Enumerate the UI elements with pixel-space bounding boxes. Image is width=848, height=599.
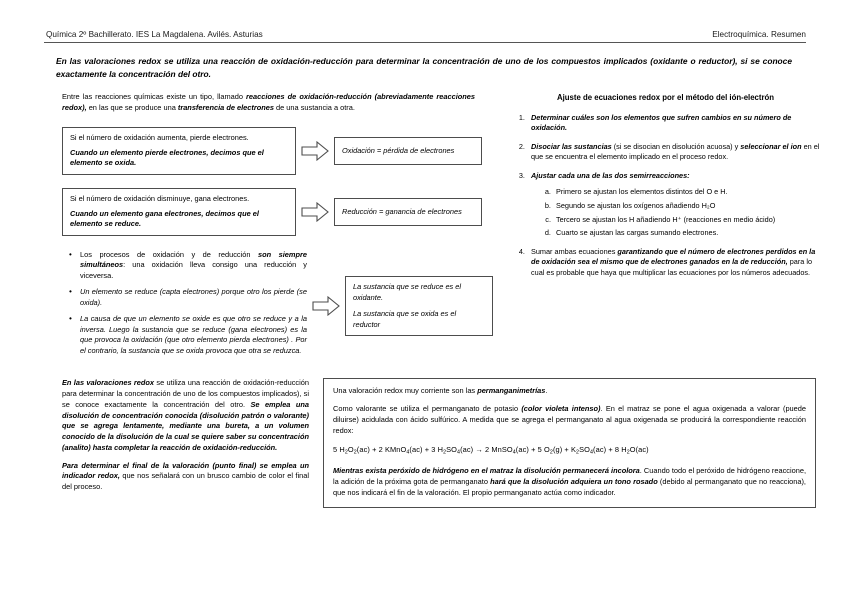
perm-p2-bold: (color violeta intenso) bbox=[521, 404, 601, 414]
step-2-bold-1: Disociar las sustancias bbox=[531, 141, 612, 151]
list-item bbox=[527, 171, 820, 239]
list-item: • Un elemento se reduce (capta electrones) porque otro los pierde (se oxida). bbox=[73, 287, 307, 308]
perm-p1-bold: permanganimetrías bbox=[477, 386, 546, 396]
block-arrow-right-icon bbox=[301, 201, 329, 223]
permanganimetrias-box bbox=[323, 378, 816, 507]
ion-electron-method-title: Ajuste de ecuaciones redox por el método del ión-electrón bbox=[556, 93, 775, 103]
intro-paragraph: En las valoraciones redox se utiliza una reacción de oxidación-reducción para determinar la concentración de uno de los compuestos implicados (oxidante o reductor), si se conoce exactamente la concentración del otro. bbox=[56, 56, 792, 79]
reduction-premise-box bbox=[62, 188, 296, 236]
left-column bbox=[28, 92, 493, 362]
permanganimetrias-paragraph-3 bbox=[333, 466, 806, 498]
valoraciones-p1-bold-2: Se emplea una disolución de concentración conocida (disolución patrón o valorante) que se agrega lentamente, mediante una bureta, a un volumen conocido de la disolución de la cual se quiere saber su concentración (analito) hasta completar la reacción de oxidación-reducción. bbox=[62, 399, 309, 452]
right-column bbox=[493, 92, 820, 362]
list-item: • La causa de que un elemento se oxide es que otro se reduce y a la inversa. Luego la sustancia que se reduce (gana electrones) es la que provoca la oxidación (que otro elemento pierda electrones) . Por el contrario, la sustancia que se oxida provoca que otra se reduzca. bbox=[73, 314, 307, 356]
bullets-row bbox=[62, 250, 493, 363]
oxidant-definition-text: La sustancia que se reduce es el oxidante. bbox=[353, 282, 462, 302]
oxidation-premise-plain: Si el número de oxidación aumenta, pierde electrones. bbox=[70, 132, 249, 142]
valoraciones-p1-plain: se utiliza una reacción de oxidación-reducción para determinar la concentración de uno de los compuestos implicados), si se conoce exactamente la concentración del otro. bbox=[62, 378, 309, 409]
step-1-bold: Determinar cuáles son los elementos que sufren cambios en su número de oxidación. bbox=[531, 112, 792, 133]
perm-p3-bold-1: Mientras exista peróxido de hidrógeno en el matraz la disolución permanecerá incolora bbox=[333, 466, 640, 476]
perm-p3-plain-1: . Cuando todo el peróxido de hidrógeno reaccione, la adición de la próxima gota de permanganato bbox=[333, 466, 806, 487]
perm-p2-plain-2: . En el matraz se pone el agua oxigenada a valorar (puede diluirse) acidulada con ácido sulfúrico. A medida que se agrega el permanganato al agua oxigenada se producirá la correspondiente reacción redox: bbox=[333, 404, 806, 435]
step-2-plain-1: (si se disocian en disolución acuosa) y bbox=[611, 141, 741, 151]
oxidation-result-text: Oxidación = pérdida de electrones bbox=[342, 145, 455, 155]
block-arrow-right-icon bbox=[301, 140, 329, 162]
perm-p3-plain-2: (debido al permanganato que no reacciona), que nos indicará el fin de la valoración. El propio permanganato actúa como indicador. bbox=[333, 477, 806, 497]
bullet-1-bold: son siempre simultáneos bbox=[80, 249, 307, 270]
oxidant-reductant-box bbox=[345, 276, 493, 335]
step-4-bold: garantizando que el número de electrones perdidos en la de oxidación sea el mismo que de electrones ganados en la de reducción, bbox=[531, 246, 816, 267]
perm-p2-plain-1: Como valorante se utiliza el permanganato de potasio bbox=[333, 404, 522, 414]
list-item: b. Segundo se ajustan los oxígenos añadiendo H₂O bbox=[553, 201, 820, 212]
lead-bold-1: reacciones de oxidación-reducción (abreviadamente reacciones redox), bbox=[62, 92, 475, 112]
concepts-bullet-list bbox=[62, 250, 307, 363]
lead-paragraph bbox=[62, 92, 475, 113]
list-item bbox=[73, 250, 307, 282]
lead-text-1: Entre las reacciones químicas existe un tipo, llamado bbox=[62, 92, 247, 102]
oxidation-premise-emph: Cuando un elemento pierde electrones, decimos que el elemento se oxida. bbox=[70, 148, 264, 168]
valoraciones-p1-bold-1: En las valoraciones redox bbox=[62, 378, 155, 388]
reduction-result-box bbox=[334, 198, 482, 226]
valoraciones-p2-bold: Para determinar el final de la valoración (punto final) se emplea un indicador redox, bbox=[62, 460, 309, 481]
ion-electron-steps-list bbox=[501, 113, 820, 279]
oxidation-premise-box bbox=[62, 127, 296, 175]
semireaction-substeps-list bbox=[531, 187, 820, 238]
bullet-1-plain-2: : una oxidación lleva consigo una reducción y viceversa. bbox=[80, 260, 307, 280]
step-4-plain-1: Sumar ambas ecuaciones bbox=[531, 246, 618, 256]
header-divider bbox=[44, 42, 806, 43]
reductant-definition-text: La sustancia que se oxida es el reductor bbox=[353, 309, 457, 329]
list-item bbox=[527, 113, 820, 134]
perm-p1-end: . bbox=[545, 386, 548, 396]
permanganimetrias-paragraph-1 bbox=[333, 386, 806, 397]
definition-row-reduction bbox=[62, 188, 493, 236]
valoraciones-text-block bbox=[28, 378, 323, 507]
block-arrow-right-icon bbox=[312, 295, 340, 317]
list-item bbox=[527, 247, 820, 279]
reduction-premise-plain: Si el número de oxidación disminuye, gana electrones. bbox=[70, 193, 250, 203]
page-header bbox=[28, 30, 820, 39]
redox-equation: 5 $H_2O_2(ac) + 2$ KMnO$_4$(ac) + 3 $H_2SO_4(ac) \to 2$ MnSO$_4$(ac) + 5 $O_2(g) + K_2SO_4(ac) + 8$ $H_2O(ac)$ bbox=[333, 445, 649, 456]
bullet-1-plain-1: Los procesos de oxidación y de reducción bbox=[80, 249, 258, 259]
valoraciones-paragraph-2 bbox=[62, 461, 309, 493]
reduction-premise-emph: Cuando un elemento gana electrones, decimos que el elemento se reduce. bbox=[70, 209, 259, 229]
perm-p1-plain: Una valoración redox muy corriente son las bbox=[333, 386, 478, 396]
step-2-bold-2: seleccionar el ion bbox=[740, 141, 802, 151]
lead-text-3: de una sustancia a otra. bbox=[273, 102, 355, 112]
header-right-text: Electroquímica. Resumen bbox=[712, 30, 806, 39]
step-4-plain-2: para lo cual es probable que haya que multiplicar las ecuaciones por los números adecuados. bbox=[531, 257, 813, 277]
list-item: c. Tercero se ajustan los H añadiendo H⁺ (reacciones en medio ácido) bbox=[553, 215, 820, 226]
header-left-text: Química 2º Bachillerato. IES La Magdalena. Avilés. Asturias bbox=[46, 30, 263, 39]
lead-text-2: en las que se produce una bbox=[86, 102, 178, 112]
list-item: a. Primero se ajustan los elementos distintos del O e H. bbox=[553, 187, 820, 198]
main-columns bbox=[28, 92, 820, 362]
lead-bold-2: transferencia de electrones bbox=[177, 102, 274, 112]
oxidation-result-box bbox=[334, 137, 482, 165]
bottom-section bbox=[28, 378, 820, 507]
step-2-plain-2: en el que se encuentra el elemento implicado en el proceso redox. bbox=[531, 141, 820, 162]
perm-p3-bold-2: hará que la disolución adquiera un tono rosado bbox=[490, 477, 658, 487]
valoraciones-p2-plain: que nos señalará con un brusco cambio de color el final del proceso. bbox=[62, 471, 309, 492]
definition-row-oxidation bbox=[62, 127, 493, 175]
permanganimetrias-paragraph-2 bbox=[333, 404, 806, 436]
valoraciones-paragraph-1 bbox=[62, 378, 309, 453]
list-item bbox=[527, 142, 820, 163]
reduction-result-text: Reducción = ganancia de electrones bbox=[342, 206, 462, 216]
step-3-bold: Ajustar cada una de las dos semirreacciones: bbox=[531, 170, 690, 180]
list-item: d. Cuarto se ajustan las cargas sumando electrones. bbox=[553, 228, 820, 239]
